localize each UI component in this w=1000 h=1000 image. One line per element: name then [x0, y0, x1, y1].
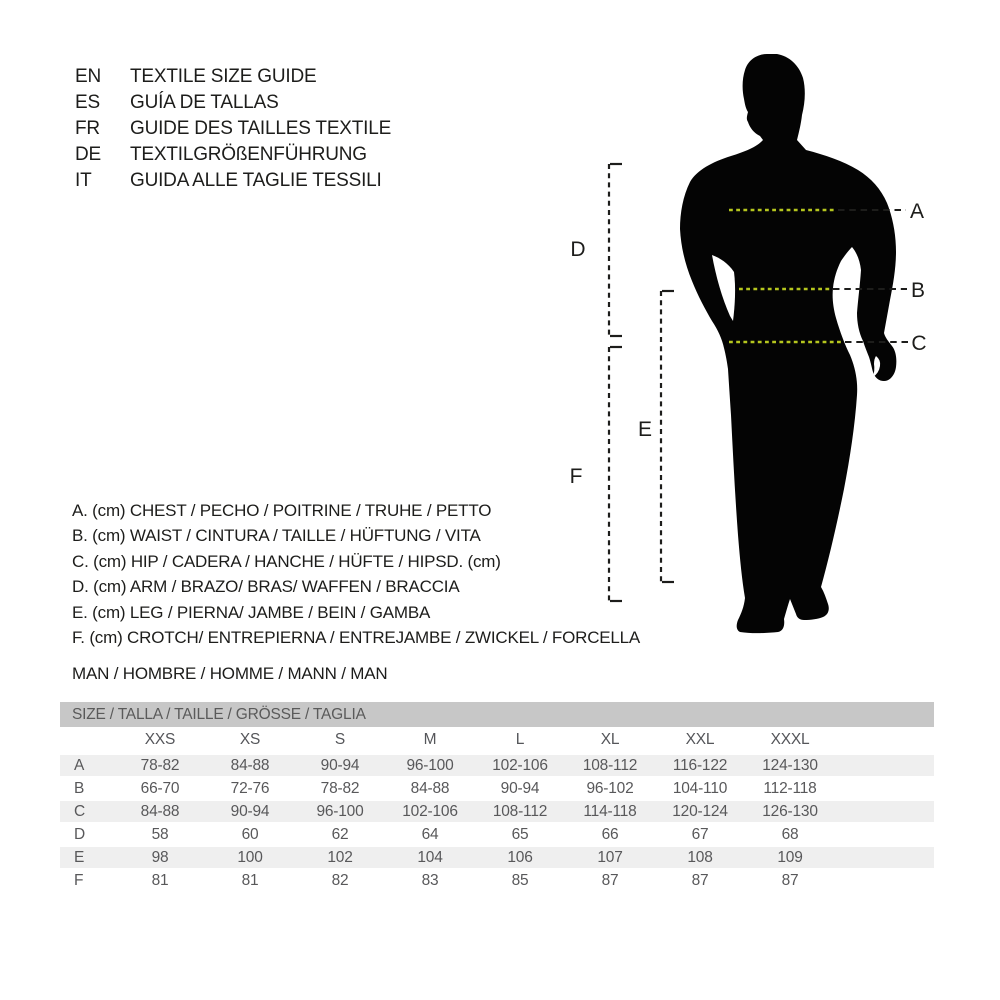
language-title: TEXTILGRÖßENFÜHRUNG — [130, 144, 367, 165]
cell: 83 — [385, 869, 475, 892]
filler-cell — [835, 846, 934, 869]
man-silhouette-icon — [680, 54, 896, 633]
size-table — [60, 702, 934, 892]
cell: 78-82 — [115, 754, 205, 777]
chest-label: A — [909, 200, 925, 223]
legend-line-arm: D. (cm) ARM / BRAZO/ BRAS/ WAFFEN / BRACCIA — [72, 577, 460, 597]
cell: 124-130 — [745, 754, 835, 777]
filler-cell — [835, 823, 934, 846]
legend-line-chest: A. (cm) CHEST / PECHO / POITRINE / TRUHE / PETTO — [72, 501, 492, 520]
size-col-xxxl: XXXL — [770, 731, 810, 748]
cell: 104 — [385, 846, 475, 869]
language-row — [75, 90, 391, 116]
cell: 112-118 — [745, 777, 835, 800]
filler-cell — [835, 800, 934, 823]
table-row-d — [60, 823, 934, 846]
cell: 126-130 — [745, 800, 835, 823]
cell: 98 — [115, 846, 205, 869]
cell: 81 — [205, 869, 295, 892]
cell: 102 — [295, 846, 385, 869]
cell: 82 — [295, 869, 385, 892]
cell: 120-124 — [655, 800, 745, 823]
cell: 96-100 — [385, 754, 475, 777]
legend-line-leg: E. (cm) LEG / PIERNA/ JAMBE / BEIN / GAMBA — [72, 602, 431, 622]
table-row-e — [60, 846, 934, 869]
cell: 96-100 — [295, 800, 385, 823]
cell: 114-118 — [565, 800, 655, 823]
gender-line: MAN / HOMBRE / HOMME / MANN / MAN — [72, 664, 388, 683]
cell: 102-106 — [475, 754, 565, 777]
cell: 68 — [745, 823, 835, 846]
cell: 65 — [475, 823, 565, 846]
table-row-f — [60, 869, 934, 892]
language-title: GUIDE DES TAILLES TEXTILE — [130, 118, 392, 139]
cell: 108 — [655, 846, 745, 869]
cell: 109 — [745, 846, 835, 869]
size-col-xs: XS — [239, 731, 261, 748]
cell: 96-102 — [565, 777, 655, 800]
language-row — [75, 116, 391, 142]
cell: 87 — [745, 869, 835, 892]
cell: 60 — [205, 823, 295, 846]
cell: 108-112 — [565, 754, 655, 777]
row-letter: D — [60, 823, 115, 846]
corner-cell — [60, 727, 115, 754]
cell: 106 — [475, 846, 565, 869]
language-title: TEXTILE SIZE GUIDE — [130, 66, 317, 87]
crotch-label: F — [569, 465, 583, 488]
cell: 90-94 — [295, 754, 385, 777]
cell: 84-88 — [115, 800, 205, 823]
cell: 58 — [115, 823, 205, 846]
filler-cell — [835, 869, 934, 892]
hip-label: C — [911, 332, 927, 355]
cell: 84-88 — [205, 754, 295, 777]
row-letter: A — [60, 754, 115, 777]
cell: 62 — [295, 823, 385, 846]
measurement-legend — [72, 498, 640, 650]
size-table-grid — [60, 727, 934, 892]
language-code: EN — [75, 66, 101, 87]
row-letter: E — [60, 846, 115, 869]
legend-line-waist: B. (cm) WAIST / CINTURA / TAILLE / HÜFTUNG / VITA — [72, 526, 481, 546]
size-col-m: M — [423, 731, 437, 748]
legend-line-hip: C. (cm) HIP / CADERA / HANCHE / HÜFTE / HIPSD. (cm) — [72, 551, 501, 571]
table-row-c — [60, 800, 934, 823]
size-table-title: SIZE / TALLA / TAILLE / GRÖSSE / TAGLIA — [60, 702, 934, 727]
size-col-s: S — [334, 731, 346, 748]
cell: 90-94 — [475, 777, 565, 800]
language-row — [75, 142, 391, 168]
cell: 90-94 — [205, 800, 295, 823]
cell: 102-106 — [385, 800, 475, 823]
table-row-b — [60, 777, 934, 800]
waist-label: B — [910, 279, 926, 302]
size-header-row — [60, 727, 934, 754]
cell: 108-112 — [475, 800, 565, 823]
language-title: GUÍA DE TALLAS — [130, 92, 279, 113]
cell: 107 — [565, 846, 655, 869]
cell: 87 — [565, 869, 655, 892]
language-code: IT — [75, 170, 92, 191]
cell: 64 — [385, 823, 475, 846]
cell: 67 — [655, 823, 745, 846]
cell: 78-82 — [295, 777, 385, 800]
cell: 87 — [655, 869, 745, 892]
cell: 116-122 — [655, 754, 745, 777]
size-col-xl: XL — [600, 731, 620, 748]
cell: 66-70 — [115, 777, 205, 800]
cell: 81 — [115, 869, 205, 892]
row-letter: B — [60, 777, 115, 800]
cell: 84-88 — [385, 777, 475, 800]
leg-label: E — [637, 418, 653, 441]
language-code: FR — [75, 118, 100, 139]
language-row — [75, 64, 391, 90]
cell: 100 — [205, 846, 295, 869]
filler-cell — [835, 777, 934, 800]
filler-cell — [835, 754, 934, 777]
size-col-l: L — [515, 731, 525, 748]
language-code: DE — [75, 144, 101, 165]
language-title-list — [75, 64, 391, 194]
cell: 85 — [475, 869, 565, 892]
size-col-xxl: XXL — [685, 731, 715, 748]
legend-line-crotch: F. (cm) CROTCH/ ENTREPIERNA / ENTREJAMBE / ZWICKEL / FORCELLA — [72, 628, 641, 648]
arm-label: D — [570, 238, 586, 261]
row-letter: F — [60, 869, 115, 892]
table-row-a — [60, 754, 934, 777]
language-row — [75, 168, 391, 194]
cell: 66 — [565, 823, 655, 846]
filler-cell — [835, 727, 934, 754]
size-col-xxs: XXS — [144, 731, 176, 748]
language-title: GUIDA ALLE TAGLIE TESSILI — [130, 170, 382, 191]
row-letter: C — [60, 800, 115, 823]
cell: 72-76 — [205, 777, 295, 800]
cell: 104-110 — [655, 777, 745, 800]
language-code: ES — [75, 92, 100, 113]
